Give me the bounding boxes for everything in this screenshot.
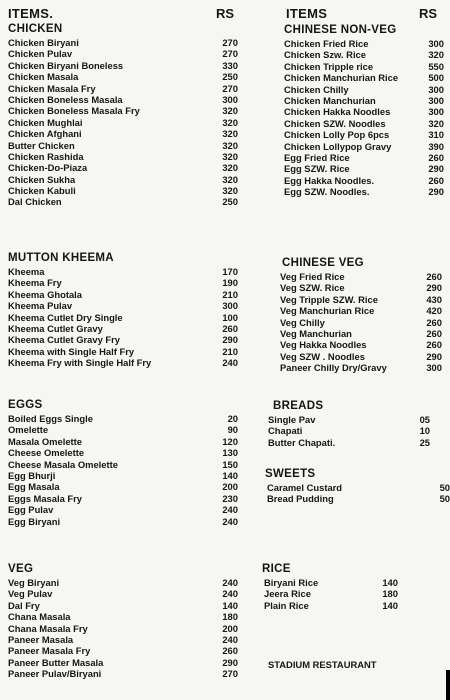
menu-item: [264, 129, 444, 140]
item-price: 240: [222, 504, 238, 516]
menu-item: [264, 577, 444, 588]
item-name: Chicken Biryani: [8, 37, 79, 48]
item-price: 210: [222, 288, 238, 300]
item-price: 260: [426, 327, 442, 339]
item-price: 270: [222, 82, 238, 94]
menu-item: [8, 289, 244, 300]
item-name: Chicken Masala Fry: [8, 82, 96, 94]
item-price: 260: [426, 339, 442, 351]
right-section-rice: [264, 562, 444, 611]
section-title: RICE: [262, 563, 291, 575]
menu-item: [264, 49, 444, 60]
menu-item: [264, 118, 444, 129]
section-title: EGGS: [8, 399, 43, 411]
item-price: 140: [222, 599, 238, 611]
menu-item: [8, 174, 244, 185]
item-name: Chicken Chilly: [284, 83, 349, 95]
item-name: Single Pav: [268, 414, 316, 425]
item-name: Butter Chapati.: [268, 436, 336, 448]
item-name: Chicken Kabuli: [8, 185, 76, 197]
item-price: 330: [222, 59, 238, 71]
item-name: Cheese Omelette: [8, 447, 85, 459]
item-name: Chicken Biryani Boneless: [8, 59, 124, 71]
menu-item: [264, 414, 444, 425]
item-name: Eggs Masala Fry: [8, 492, 82, 504]
item-name: Egg Masala: [8, 481, 60, 493]
item-price: 300: [222, 300, 238, 312]
item-name: Chicken Mughlai: [8, 116, 83, 128]
item-price: 240: [222, 577, 238, 588]
menu-item: [264, 588, 444, 599]
item-price: 290: [426, 282, 442, 294]
menu-item: [8, 162, 244, 173]
item-price: 290: [222, 334, 238, 346]
menu-item: [264, 282, 444, 293]
item-price: 05: [419, 414, 430, 425]
item-name: Veg Manchurian Rice: [280, 305, 375, 317]
menu-item: [264, 294, 444, 305]
item-name: Veg Hakka Noodles: [280, 339, 367, 351]
section-title: CHINESE VEG: [282, 257, 364, 269]
menu-item: [8, 436, 244, 447]
menu-item: [8, 600, 244, 611]
item-price: 310: [428, 129, 444, 141]
item-price: 430: [426, 293, 442, 305]
item-price: 170: [222, 266, 238, 277]
item-price: 25: [419, 436, 430, 448]
item-name: Egg SZW. Rice: [284, 163, 350, 175]
section-title: VEG: [8, 563, 34, 575]
item-name: Egg Hakka Noodles.: [284, 174, 375, 186]
left-rs-heading: RS: [216, 6, 235, 21]
item-name: Butter Chicken: [8, 139, 75, 151]
item-price: 140: [222, 469, 238, 481]
menu-item: [8, 645, 244, 656]
left-items-heading: ITEMS.: [8, 6, 54, 21]
item-name: Chana Masala Fry: [8, 622, 88, 634]
menu-item: [8, 94, 244, 105]
menu-item: [8, 577, 244, 588]
item-price: 260: [222, 322, 238, 334]
item-price: 240: [222, 588, 238, 600]
item-name: Chicken Masala: [8, 71, 79, 83]
item-price: 130: [222, 447, 238, 459]
menu-item: [264, 339, 444, 350]
menu-item: [264, 106, 444, 117]
menu-item: [264, 175, 444, 186]
item-name: Chicken Szw. Rice: [284, 49, 366, 61]
item-name: Chicken Manchurian Rice: [284, 72, 399, 84]
item-name: Biryani Rice: [264, 577, 319, 588]
item-price: 240: [222, 515, 238, 527]
right-items-heading: ITEMS: [286, 6, 328, 21]
menu-item: [264, 186, 444, 197]
menu-item: [8, 117, 244, 128]
item-price: 90: [227, 424, 238, 436]
menu-item: [264, 317, 444, 328]
menu-item: [8, 668, 244, 679]
item-name: Kheema Cutlet Dry Single: [8, 311, 123, 323]
item-price: 320: [222, 128, 238, 140]
item-price: 390: [428, 140, 444, 152]
item-price: 300: [428, 83, 444, 95]
menu-item: [8, 140, 244, 151]
item-name: Veg SZW . Noodles: [280, 350, 365, 362]
item-name: Egg Fried Rice: [284, 151, 350, 163]
item-price: 260: [428, 174, 444, 186]
item-name: Jeera Rice: [264, 588, 311, 600]
item-price: 320: [222, 139, 238, 151]
section-title: CHICKEN: [8, 23, 63, 35]
item-name: Kheema Cutlet Gravy Fry: [8, 334, 121, 346]
item-name: Plain Rice: [264, 599, 309, 611]
menu-item: [8, 346, 244, 357]
item-price: 300: [428, 38, 444, 49]
item-name: Kheema Fry: [8, 277, 62, 289]
menu-item: [8, 83, 244, 94]
item-price: 290: [222, 656, 238, 668]
item-name: Paneer Masala: [8, 633, 74, 645]
item-name: Veg Biryani: [8, 577, 60, 588]
menu-item: [264, 482, 450, 493]
item-name: Kheema Ghotala: [8, 288, 82, 300]
item-price: 300: [222, 93, 238, 105]
menu-item: [8, 588, 244, 599]
menu-item: [8, 277, 244, 288]
item-price: 270: [222, 668, 238, 680]
item-name: Veg Chilly: [280, 316, 325, 328]
menu-item: [8, 37, 244, 48]
menu-item: [264, 38, 444, 49]
menu-item: [8, 516, 244, 527]
item-name: Chicken Afghani: [8, 128, 82, 140]
item-name: Caramel Custard: [267, 482, 343, 493]
menu-item: [8, 48, 244, 59]
item-price: 420: [426, 305, 442, 317]
left-section-mutton-kheema: [8, 251, 244, 369]
item-name: Dal Fry: [8, 599, 40, 611]
item-name: Chicken Rashida: [8, 150, 84, 162]
item-name: Veg Pulav: [8, 588, 53, 600]
item-price: 230: [222, 492, 238, 504]
item-name: Omelette: [8, 424, 49, 436]
item-name: Egg SZW. Noodles.: [284, 186, 370, 198]
menu-item: [264, 61, 444, 72]
item-price: 180: [382, 588, 398, 600]
menu-item: [264, 351, 444, 362]
menu-item: [8, 413, 244, 424]
right-section-chinese-non-veg: [264, 23, 444, 197]
item-name: Kheema Cutlet Gravy: [8, 322, 103, 334]
menu-item: [264, 72, 444, 83]
menu-item: [8, 196, 244, 207]
menu-item: [8, 105, 244, 116]
item-name: Chicken Lolly Pop 6pcs: [284, 129, 390, 141]
menu-item: [264, 271, 444, 282]
menu-item: [264, 305, 444, 316]
right-section-chinese-veg: [264, 256, 444, 374]
left-section-eggs: [8, 398, 244, 527]
item-price: 180: [222, 611, 238, 623]
left-section-veg: [8, 562, 244, 680]
section-title: CHINESE NON-VEG: [284, 24, 397, 36]
item-price: 290: [428, 163, 444, 175]
item-name: Kheema with Single Half Fry: [8, 345, 135, 357]
item-price: 320: [222, 162, 238, 174]
item-name: Paneer Butter Masala: [8, 656, 104, 668]
item-price: 50: [439, 482, 450, 493]
item-price: 320: [428, 117, 444, 129]
item-price: 20: [227, 413, 238, 424]
item-name: Egg Bhurji: [8, 469, 56, 481]
menu-item: [8, 634, 244, 645]
item-name: Chicken Boneless Masala Fry: [8, 105, 140, 117]
item-name: Cheese Masala Omelette: [8, 458, 118, 470]
item-name: Chicken Manchurian: [284, 94, 376, 106]
item-name: Chicken Hakka Noodles: [284, 106, 391, 118]
menu-item: [8, 266, 244, 277]
item-name: Masala Omelette: [8, 435, 82, 447]
menu-item: [8, 459, 244, 470]
menu-item: [8, 185, 244, 196]
menu-item: [8, 447, 244, 458]
edge-shadow: [446, 670, 450, 700]
item-price: 320: [428, 49, 444, 61]
menu-item: [8, 60, 244, 71]
menu-item: [264, 493, 450, 505]
item-name: Chicken SZW. Noodles: [284, 117, 386, 129]
menu-item: [8, 470, 244, 481]
menu-item: [264, 141, 444, 152]
item-price: 270: [222, 48, 238, 60]
right-rs-heading: RS: [419, 6, 438, 21]
menu-item: [264, 328, 444, 339]
item-name: Veg Fried Rice: [280, 271, 345, 282]
menu-item: [264, 600, 444, 611]
menu-item: [8, 357, 244, 368]
item-price: 320: [222, 173, 238, 185]
item-name: Veg Tripple SZW. Rice: [280, 293, 378, 305]
item-name: Paneer Chilly Dry/Gravy: [280, 362, 387, 374]
section-title: SWEETS: [265, 468, 316, 480]
item-name: Egg Biryani: [8, 515, 61, 527]
menu-item: [8, 481, 244, 492]
menu-item: [264, 163, 444, 174]
menu-item: [264, 152, 444, 163]
item-price: 50: [439, 493, 450, 505]
menu-item: [8, 128, 244, 139]
menu-item: [264, 425, 444, 436]
item-price: 10: [419, 425, 430, 437]
item-price: 290: [426, 350, 442, 362]
item-name: Chana Masala: [8, 611, 71, 623]
item-price: 320: [222, 185, 238, 197]
item-price: 260: [222, 645, 238, 657]
item-name: Chicken Pulav: [8, 48, 73, 60]
item-price: 250: [222, 71, 238, 83]
menu-item: [8, 71, 244, 82]
item-name: Paneer Pulav/Biryani: [8, 668, 102, 680]
item-price: 210: [222, 345, 238, 357]
item-price: 200: [222, 481, 238, 493]
menu-item: [8, 611, 244, 622]
menu-item: [264, 362, 444, 373]
menu-item: [8, 424, 244, 435]
item-name: Chicken Tripple rice: [284, 60, 374, 72]
item-price: 140: [382, 599, 398, 611]
menu-item: [8, 623, 244, 634]
item-price: 200: [222, 622, 238, 634]
item-name: Paneer Masala Fry: [8, 645, 91, 657]
item-price: 150: [222, 458, 238, 470]
item-name: Kheema Pulav: [8, 300, 73, 312]
item-price: 240: [222, 357, 238, 369]
item-price: 500: [428, 72, 444, 84]
item-name: Chicken Boneless Masala: [8, 93, 123, 105]
item-price: 190: [222, 277, 238, 289]
item-price: 120: [222, 435, 238, 447]
item-price: 300: [428, 106, 444, 118]
item-name: Egg Pulav: [8, 504, 54, 516]
item-price: 300: [428, 94, 444, 106]
item-name: Chicken Fried Rice: [284, 38, 369, 49]
menu-item: [8, 323, 244, 334]
item-price: 290: [428, 186, 444, 198]
menu-item: [8, 504, 244, 515]
menu-item: [8, 493, 244, 504]
item-price: 100: [222, 311, 238, 323]
item-price: 140: [382, 577, 398, 588]
menu-item: [8, 334, 244, 345]
item-price: 250: [222, 196, 238, 208]
left-section-chicken: [8, 22, 244, 208]
item-name: Boiled Eggs Single: [8, 413, 93, 424]
menu-item: [264, 84, 444, 95]
menu-item: [8, 657, 244, 668]
item-price: 260: [426, 271, 442, 282]
item-name: Bread Pudding: [267, 493, 334, 505]
right-section-breads: [264, 399, 444, 448]
menu-item: [8, 151, 244, 162]
item-price: 240: [222, 633, 238, 645]
item-price: 320: [222, 116, 238, 128]
item-name: Veg Manchurian: [280, 327, 352, 339]
menu-item: [264, 437, 444, 448]
item-name: Dal Chicken: [8, 196, 62, 208]
section-title: BREADS: [273, 400, 324, 412]
item-name: Veg SZW. Rice: [280, 282, 345, 294]
restaurant-name: STADIUM RESTAURANT: [268, 659, 377, 670]
section-title: MUTTON KHEEMA: [8, 252, 114, 264]
item-price: 550: [428, 60, 444, 72]
menu-item: [264, 95, 444, 106]
item-price: 320: [222, 105, 238, 117]
item-price: 260: [426, 316, 442, 328]
item-price: 260: [428, 151, 444, 163]
item-name: Kheema: [8, 266, 45, 277]
item-name: Kheema Fry with Single Half Fry: [8, 357, 152, 369]
item-name: Chicken Sukha: [8, 173, 76, 185]
right-section-sweets: [264, 467, 450, 505]
item-name: Chicken Lollypop Gravy: [284, 140, 392, 152]
menu-item: [8, 300, 244, 311]
item-price: 300: [426, 362, 442, 374]
item-price: 320: [222, 150, 238, 162]
item-name: Chapati: [268, 425, 303, 437]
item-name: Chicken-Do-Piaza: [8, 162, 88, 174]
menu-item: [8, 312, 244, 323]
item-price: 270: [222, 37, 238, 48]
